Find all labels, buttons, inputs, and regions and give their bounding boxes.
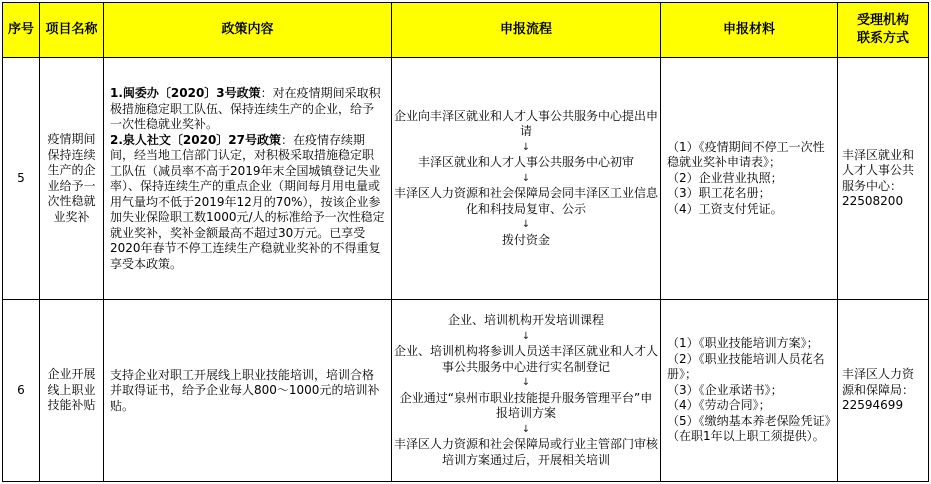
flow-step: 企业、培训机构开发培训课程 <box>447 313 604 327</box>
flow-step: 丰泽区人力资源和社会保障局或行业主管部门审核培训方案通过后，开展相关培训 <box>394 437 659 467</box>
header-contact-line2: 联系方式 <box>856 31 909 46</box>
row-no: 5 <box>3 58 40 300</box>
material-item: （3）《企业承诺书》； <box>667 382 783 397</box>
material-item: （1）《疫情期间不停工一次性稳就业奖补申请表》； <box>667 139 825 170</box>
material-item: （1）《职业技能培训方案》； <box>667 336 819 351</box>
policy-text: ：对在疫情期间采取积极措施稳定职工队伍、保持连续生产的企业，给予一次性稳就业奖补。 <box>110 86 381 131</box>
header-name: 项目名称 <box>40 3 104 58</box>
header-materials: 申报材料 <box>661 3 838 58</box>
header-row <box>3 3 929 58</box>
material-item: （3）职工花名册； <box>667 186 771 201</box>
material-item: （4）《劳动合同》； <box>667 398 771 413</box>
flow-steps <box>394 109 658 249</box>
flow-step: 丰泽区人力资源和社会保障局会同丰泽区工业信息化和科技局复审、公示 <box>394 186 659 216</box>
project-name: 企业开展线上职业技能补贴 <box>40 300 104 482</box>
material-item: （2）企业营业执照； <box>667 170 783 185</box>
contact-info <box>838 58 929 300</box>
flow-step: 拨付资金 <box>501 232 550 247</box>
header-contact <box>838 3 929 58</box>
process-flow <box>392 58 661 300</box>
arrow-down-icon: ↓ <box>521 219 531 231</box>
material-item: （2）《职业技能培训人员花名册》； <box>667 351 825 382</box>
policy-content <box>104 300 392 482</box>
flow-step: 丰泽区就业和人才人事公共服务中心初审 <box>417 155 634 170</box>
policy-paragraph <box>110 86 385 133</box>
policy-reference: 1.闽委办〔2020〕3号政策 <box>110 86 261 100</box>
table-row <box>3 58 929 300</box>
flow-step: 企业、培训机构将参训人员送丰泽区就业和人才人事公共服务中心进行实名制登记 <box>394 344 659 374</box>
flow-step: 企业向丰泽区就业和人才人事公共服务中心提出申请 <box>394 108 659 139</box>
policy-text: ：在疫情存续期间，经当地工信部门认定，对积极采取措施稳定职工队伍（减员率不高于2019年末全国城镇登记失业率）、保持连续生产的重点企业（期间每月用电量或用气量均不低于2019年12月的70%），按该企业参加失业保险职工数1000元/人的标准给予一次性稳定就业奖补，奖补金额最高不超过30万元。已享受2020年春节不停工连续生产稳就业奖补的不得重复享受本政策。 <box>110 132 385 271</box>
policy-paragraph: 支持企业对职工开展线上职业技能培训，培训合格并取得证书，给予企业每人800～1000元的培训补贴。 <box>110 367 380 413</box>
contact-phone: 22594699 <box>842 398 904 413</box>
contact-org: 丰泽区人力资源和保障局： <box>842 367 915 397</box>
header-contact-line1: 受理机构 <box>856 13 909 28</box>
policy-table <box>2 2 929 482</box>
flow-step: 企业通过“泉州市职业技能提升服务管理平台”申报培训方案 <box>399 390 653 420</box>
contact-org: 丰泽区就业和人才人事公共服务中心： <box>842 147 915 193</box>
header-no: 序号 <box>3 3 40 58</box>
material-item: （4）工资支付凭证。 <box>667 201 783 216</box>
arrow-down-icon: ↓ <box>521 330 531 342</box>
arrow-down-icon: ↓ <box>521 377 531 388</box>
policy-content <box>104 58 392 300</box>
policy-reference: 2.泉人社文〔2020〕27号政策 <box>110 132 282 147</box>
table-row <box>3 300 929 482</box>
arrow-down-icon: ↓ <box>521 423 531 435</box>
row-no: 6 <box>3 300 40 482</box>
material-item: （5）《缴纳基本养老保险凭证》（在职1年以上职工须提供）。 <box>667 413 831 444</box>
header-policy: 政策内容 <box>104 3 392 58</box>
process-flow <box>392 300 661 482</box>
policy-paragraph <box>110 133 385 273</box>
materials-list <box>661 58 838 300</box>
contact-info <box>838 300 929 482</box>
flow-steps <box>394 313 658 468</box>
arrow-down-icon: ↓ <box>521 141 531 153</box>
arrow-down-icon: ↓ <box>521 172 531 184</box>
header-process: 申报流程 <box>392 3 661 58</box>
project-name: 疫情期间保持连续生产的企业给予一次性稳就业奖补 <box>40 58 104 300</box>
materials-list <box>661 300 838 482</box>
contact-phone: 22508200 <box>842 194 904 208</box>
